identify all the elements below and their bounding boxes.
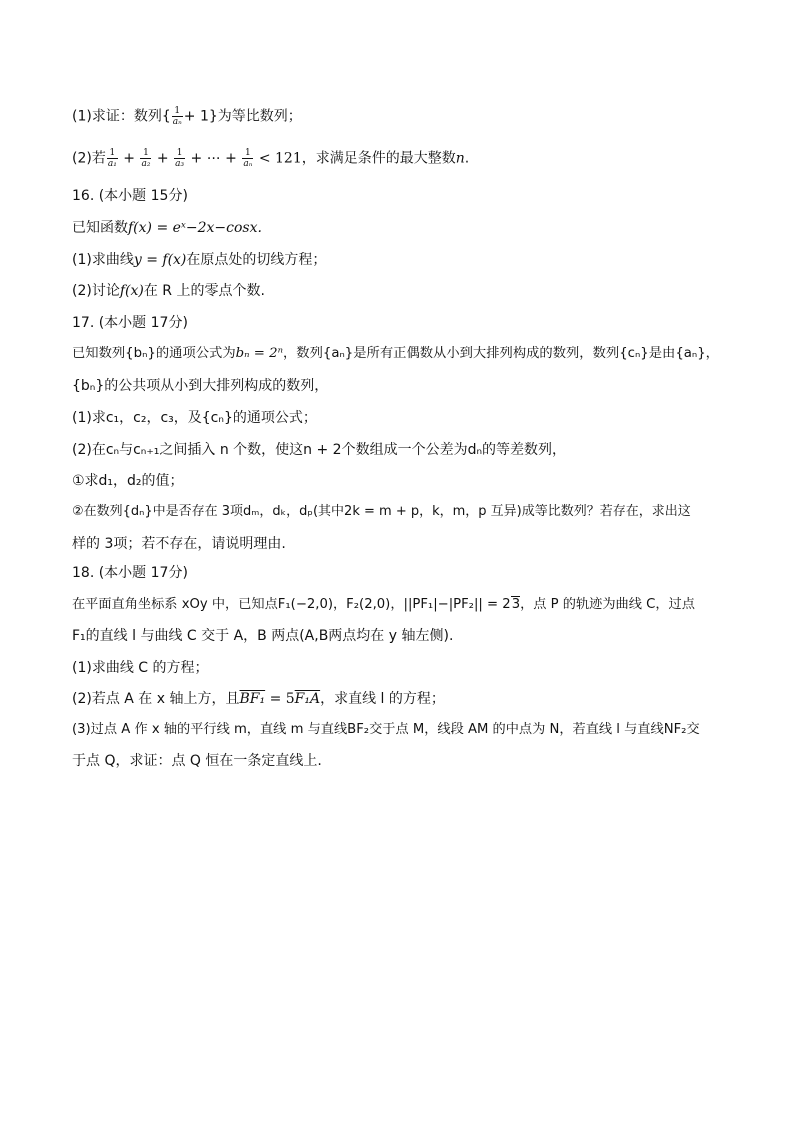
q18-part2: (2)若点 A 在 x 轴上方，且BF₁ = 5F₁A，求直线 l 的方程； bbox=[72, 691, 445, 707]
q18-stem-line1: 在平面直角坐标系 xOy 中，已知点F₁(−2,0)，F₂(2,0)，||PF₁|−|PF₂|| = 23，点 P 的轨迹为曲线 C，过点 bbox=[72, 597, 695, 612]
q18-part3-line1: (3)过点 A 作 x 轴的平行线 m，直线 m 与直线BF₂交于点 M，线段 AM 的中点为 N，若直线 l 与直线NF₂交 bbox=[72, 722, 700, 737]
q17-part2-ii-line1: ②在数列{dₙ}中是否存在 3项dₘ，dₖ，dₚ(其中2k = m + p，k，m，p 互异)成等比数列？若存在，求出这 bbox=[72, 504, 691, 519]
q17-stem-line1: 已知数列{bₙ}的通项公式为bₙ = 2ⁿ，数列{aₙ}是所有正偶数从小到大排列构成的数列，数列{cₙ}是由{aₙ}， bbox=[72, 346, 719, 361]
fraction: $\frac{1}{\text{a₂}}$ bbox=[141, 148, 151, 169]
q15-part1: (1)求证：数列{ $\frac{1}{\text{aₙ}}$ + 1}为等比数列； bbox=[72, 106, 302, 127]
q16-stem: 已知函数f(x) = eˣ−2x−cosx. bbox=[72, 220, 262, 236]
q18-part3-line2: 于点 Q，求证：点 Q 恒在一条定直线上. bbox=[72, 753, 322, 769]
q17-header: 17. (本小题 17分) bbox=[72, 315, 188, 331]
q17-part2-ii-line2: 样的 3项；若不存在，请说明理由. bbox=[72, 536, 286, 552]
fraction: $\frac{1}{\text{aₙ}}$ bbox=[243, 148, 253, 169]
fraction: $\frac{1}{\text{a₃}}$ bbox=[175, 148, 185, 169]
q18-stem-line2: F₁的直线 l 与曲线 C 交于 A，B 两点(A,B两点均在 y 轴左侧). bbox=[72, 628, 454, 644]
q17-stem-line2: {bₙ}的公共项从小到大排列构成的数列， bbox=[72, 378, 329, 394]
q16-part1: (1)求曲线y = f(x)在原点处的切线方程； bbox=[72, 252, 327, 268]
q16-header: 16. (本小题 15分) bbox=[72, 188, 188, 204]
q17-part2: (2)在cₙ与cₙ₊₁之间插入 n 个数，使这n + 2个数组成一个公差为dₙ的等差数列， bbox=[72, 442, 567, 458]
vector-bf1: BF₁ bbox=[239, 691, 266, 707]
q15-part2: (2)若 $\frac{1}{\text{a₁}}$ + $\frac{1}{\text{a₂}}$ + $\frac{1}{\text{a₃}}$ + ⋯ + $\frac{1}{\text{aₙ}}$ < 121，求满足条件的最大整数n. bbox=[72, 148, 470, 169]
q16-part2: (2)讨论f(x)在 R 上的零点个数. bbox=[72, 283, 265, 299]
sqrt-sign: 3 bbox=[511, 597, 521, 612]
q17-part2-i: ①求d₁，d₂的值； bbox=[72, 473, 184, 489]
q17-part1: (1)求c₁，c₂，c₃，及{cₙ}的通项公式； bbox=[72, 410, 317, 426]
fraction: $\frac{1}{\text{aₙ}}$ bbox=[172, 106, 182, 127]
q18-part1: (1)求曲线 C 的方程； bbox=[72, 660, 209, 676]
q18-header: 18. (本小题 17分) bbox=[72, 565, 188, 581]
fraction: $\frac{1}{\text{a₁}}$ bbox=[107, 148, 117, 169]
vector-f1a: F₁A bbox=[294, 691, 321, 707]
